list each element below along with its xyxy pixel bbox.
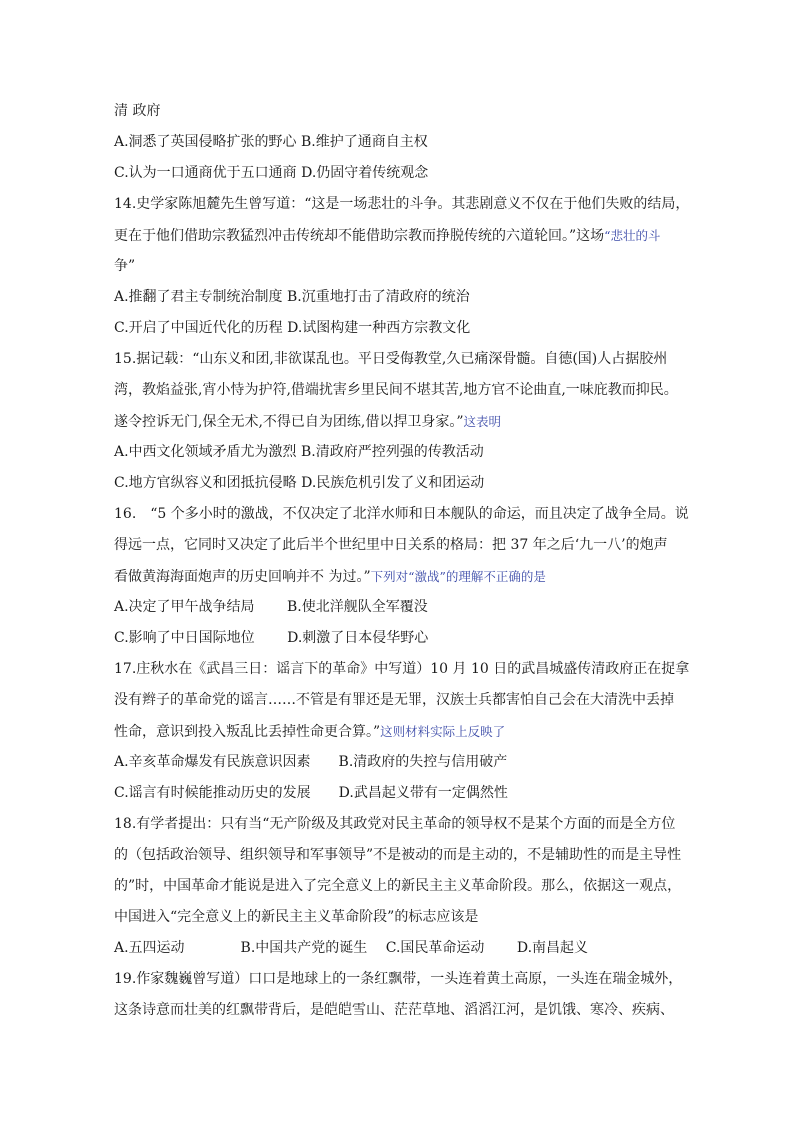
question-19-line-1 (114, 964, 694, 995)
option-line-17ab (114, 747, 694, 778)
line-text: 16. “5 个多小时的激战，不仅决定了北洋水师和日本舰队的命运，而且决定了战争全局。说 (114, 506, 689, 522)
question-15-line-1 (114, 344, 694, 375)
line-blue-text: 这表明 (463, 414, 502, 429)
line-text: A.决定了甲午战争结局 B.使北洋舰队全军覆没 (114, 599, 428, 615)
line-text: 18.有学者提出：只有当“无产阶级及其政党对民主革命的领导权不是某个方面的而是全方位 (114, 816, 676, 832)
line-text: 的（包括政治领导、组织领导和军事领导”不是被动的而是主动的，不是辅助性的而是主导性 (114, 847, 682, 863)
text-line-1 (114, 96, 694, 127)
line-text: A.中西文化领域矛盾尤为激烈 B.清政府严控列强的传教活动 (114, 444, 484, 460)
line-text: 15.据记载：“山东义和团,非欲谋乱也。平日受侮教堂,久已痛深骨髓。自德(国)人占据胶州 (114, 351, 668, 367)
question-15-line-3 (114, 406, 694, 437)
option-line-16ab (114, 592, 694, 623)
line-blue-text: 这则材料实际上反映了 (380, 724, 506, 739)
line-text: 没有辫子的革命党的谣言……不管是有罪还是无罪，汉族士兵都害怕自己会在大清洗中丢掉 (114, 692, 674, 708)
option-line-15ab (114, 437, 694, 468)
line-text: 清 政府 (114, 103, 161, 119)
option-line-17cd (114, 778, 694, 809)
line-text: 14.史学家陈旭麓先生曾写道：“这是一场悲壮的斗争。其悲剧意义不仅在于他们失败的结局， (114, 196, 690, 212)
question-14-line-3 (114, 251, 694, 282)
question-19-line-2 (114, 995, 694, 1026)
option-line-13cd (114, 158, 694, 189)
question-14-line-1 (114, 189, 694, 220)
line-text: A.五四运动 B.中国共产党的诞生 C.国民革命运动 D.南昌起义 (114, 940, 589, 956)
line-blue-text: “悲壮的斗 (604, 228, 661, 243)
line-text: C.开启了中国近代化的历程 D.试图构建一种西方宗教文化 (114, 320, 471, 336)
question-18-line-2 (114, 840, 694, 871)
line-text: 得远一点，它同时又决定了此后半个世纪里中日关系的格局：把 37 年之后‘九一八’的炮声 (114, 537, 668, 553)
line-text: 湾，教焰益张,宵小恃为护符,借端扰害乡里民间不堪其苦,地方官不论曲直,一味庇教而抑民。 (114, 382, 678, 398)
question-16-line-3 (114, 561, 694, 592)
line-text: A.洞悉了英国侵略扩张的野心 B.维护了通商自主权 (114, 134, 428, 150)
line-text: C.谣言有时候能推动历史的发展 D.武昌起义带有一定偶然性 (114, 785, 508, 801)
line-text: C.影响了中日国际地位 D.刺激了日本侵华野心 (114, 630, 429, 646)
option-line-13ab (114, 127, 694, 158)
line-text: 看做黄海海面炮声的历史回响并不 为过。” (114, 569, 371, 585)
option-line-14cd (114, 313, 694, 344)
question-18-line-3 (114, 871, 694, 902)
option-line-16cd (114, 623, 694, 654)
option-line-14ab (114, 282, 694, 313)
option-line-18 (114, 933, 694, 964)
option-line-15cd (114, 468, 694, 499)
line-text: 这条诗意而壮美的红飘带背后，是皑皑雪山、茫茫草地、滔滔江河，是饥饿、寒冷、疾病、 (114, 1002, 674, 1018)
question-18-line-1 (114, 809, 694, 840)
question-17-line-1 (114, 654, 694, 685)
line-blue-text: 下列对“激战”的理解不正确的是 (370, 569, 546, 584)
line-text: 性命，意识到投入叛乱比丢掉性命更合算。” (114, 724, 381, 740)
line-text: 的”时，中国革命才能说是进入了完全意义上的新民主主义革命阶段。那么，依据这一观点， (114, 878, 682, 894)
question-17-line-3 (114, 716, 694, 747)
line-text: 遂令控诉无门,保全无术,不得已自为团练,借以捍卫身家。” (114, 414, 464, 430)
question-18-line-4 (114, 902, 694, 933)
line-text: A.辛亥革命爆发有民族意识因素 B.清政府的失控与信用破产 (114, 754, 508, 770)
question-14-line-2 (114, 220, 694, 251)
line-text: A.推翻了君主专制统治制度 B.沉重地打击了清政府的统治 (114, 289, 470, 305)
question-15-line-2 (114, 375, 694, 406)
line-text: C.认为一口通商优于五口通商 D.仍固守着传统观念 (114, 165, 429, 181)
line-text: 17.庄秋水在《武昌三日：谣言下的革命》中写道）10 月 10 日的武昌城盛传清政府正在捉拿 (114, 661, 690, 677)
line-text: 中国进入“完全意义上的新民主主义革命阶段”的标志应该是 (114, 909, 479, 925)
question-16-line-1 (114, 499, 694, 530)
line-text: 19.作家魏巍曾写道）口口是地球上的一条红飘带，一头连着黄土高原，一头连在瑞金城外， (114, 971, 683, 987)
line-text: C.地方官纵容义和团抵抗侵略 D.民族危机引发了义和团运动 (114, 475, 485, 491)
line-text: 争” (114, 258, 136, 274)
question-16-line-2 (114, 530, 694, 561)
line-text: 更在于他们借助宗教猛烈冲击传统却不能借助宗教而挣脱传统的六道轮回。”这场 (114, 228, 605, 244)
question-17-line-2 (114, 685, 694, 716)
document-page (114, 96, 694, 1026)
